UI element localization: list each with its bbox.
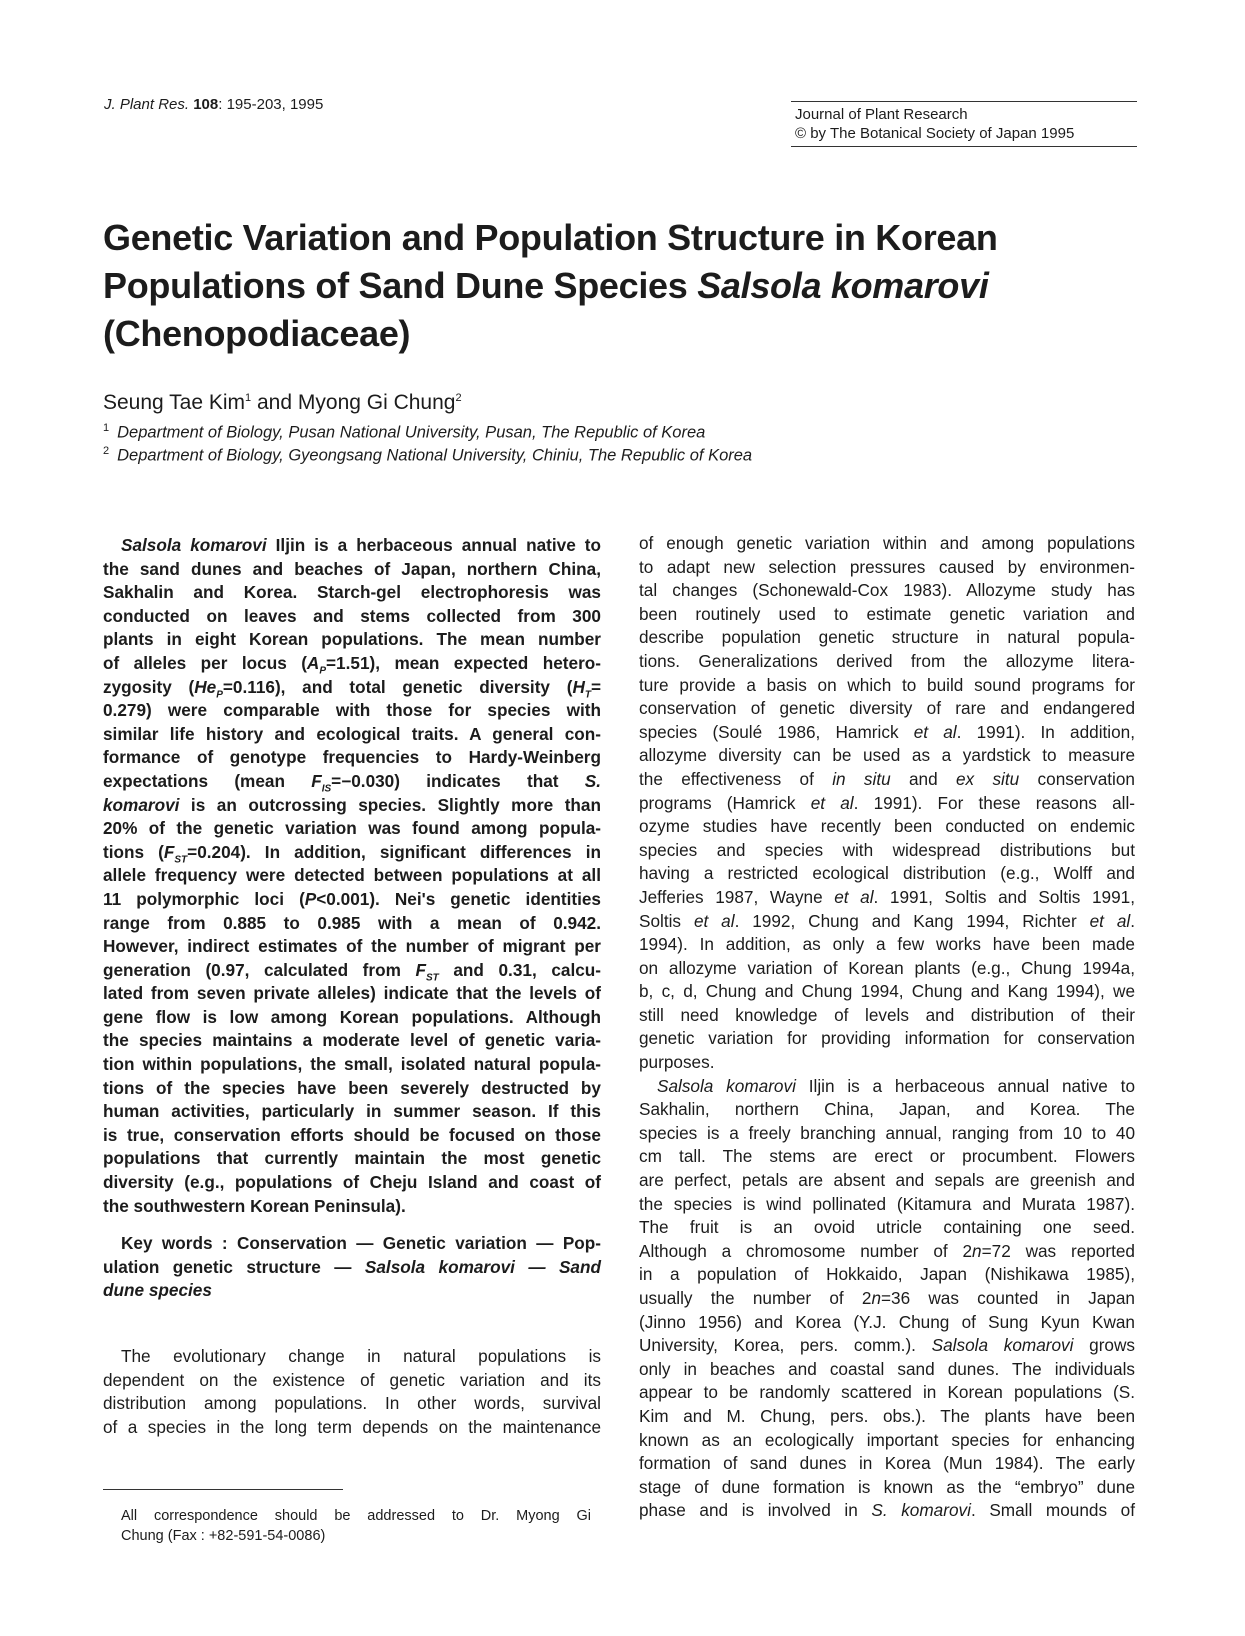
journal-box bbox=[791, 101, 1137, 147]
author-list: Seung Tae Kim$^1$ and Myong Gi Chung$^2$ bbox=[103, 391, 462, 414]
volume: 108 bbox=[193, 96, 219, 113]
introduction-left: The evolutionary change in natural populations is dependent on the existence of genetic variation and its distribution among populations. In other words, survival of a species in the long term depends on the maintenance bbox=[103, 1346, 601, 1437]
paper-title bbox=[103, 214, 1143, 358]
copyright: © by The Botanical Society of Japan 1995 bbox=[795, 125, 1075, 142]
species-name: Salsola komarovi bbox=[697, 265, 989, 306]
keywords: Key words : Conservation — Genetic variation — Pop- ulation genetic structure — Salsola komarovi — Sand dune species bbox=[103, 1233, 601, 1301]
journal-abbr: J. Plant Res. bbox=[104, 96, 190, 113]
author-1: Seung Tae Kim bbox=[103, 391, 246, 414]
citation-line bbox=[104, 96, 323, 113]
journal-name: Journal of Plant Research bbox=[795, 106, 968, 123]
affiliation-2: $^2$ Department of Biology, Gyeongsang National University, Chiniu, The Republic of Korea bbox=[103, 445, 753, 465]
pages: : 195-203, 1995 bbox=[218, 96, 324, 113]
introduction-right: of enough genetic variation within and among populations to adapt new selection pressures caused by environmen- tal changes (Schonewald-Cox 1983). Allozyme study has been routinely used to estimate genetic variation and describe population genetic structure in natural popula- tions. Generalizations derived from the allozyme litera- ture provide a basis on which to build sound programs for conservation of genetic diversity of rare and endangered species (Soulé 1986, Hamrick et al. 1991). In addition, allozyme diversity can be used as a yardstick to measure the effectiveness of in situ and ex situ conservation programs (Hamrick et al. 1991). For these reasons all- ozyme studies have recently been conducted on endemic species and species with widespread distributions but having a restricted ecological distribution (e.g., Wolff and Jefferies 1987, Wayne et al. 1991, Soltis and Soltis 1991, Soltis et al. 1992, Chung and Kang 1994, Richter et al. 1994). In addition, as only a few works have been made on allozyme variation of Korean plants (e.g., Chung 1994a, b, c, d, Chung and Chung 1994, Chung and Kang 1994), we still need knowledge of levels and distribution of their genetic variation for providing information for conservation purposes. Salsola komarovi Iljin is a herbaceous annual native to Sakhalin, northern China, Japan, and Korea. The species is a freely branching annual, ranging from 10 to 40 cm tall. The stems are erect or procumbent. Flowers are perfect, petals are absent and sepals are greenish and the species is wind pollinated (Kitamura and Murata 1987). The fruit is an ovoid utricle containing one seed. Although a chromosome number of 2n=72 was reported in a population of Hokkaido, Japan (Nishikawa 1985), usually the number of 2n=36 was counted in Japan (Jinno 1956) and Korea (Y.J. Chung of Sung Kyun Kwan University, Korea, pers. comm.). Salsola komarovi grows only in beaches and coastal sand dunes. The individuals appear to be randomly scattered in Korean populations (S. Kim and M. Chung, pers. obs.). The plants have been known as an ecologically important species for enhancing formation of sand dunes in Korea (Mun 1984). The early stage of dune formation is known as the “embryo” dune phase and is involved in S. komarovi. Small mounds of bbox=[639, 533, 1136, 1521]
abstract: Salsola komarovi Iljin is a herbaceous annual native to the sand dunes and beaches of Japan, northern China, Sakhalin and Korea. Starch-gel electrophoresis was conducted on leaves and stems collected from 300 plants in eight Korean populations. The mean number of alleles per locus $(A_P=1.51)$, mean expected hetero- zygosity $(He_P=0.116)$, and total genetic diversity ($H_T=$ 0.279) were comparable with those for species with similar life history and ecological traits. A general con- formance of genotype frequencies to Hardy-Weinberg expectations (mean $F_{IS}=-0.030$) indicates that S. komarovi is an outcrossing species. Slightly more than 20% of the genetic variation was found among popula- tions $(F_{ST}=0.204)$. In addition, significant differences in allele frequency were detected between populations at all 11 polymorphic loci (P<0.001). Nei's genetic identities range from 0.885 to 0.985 with a mean of 0.942. However, indirect estimates of the number of migrant per generation (0.97, calculated from $F_{ST}$ and 0.31, calcu- lated from seven private alleles) indicate that the levels of gene flow is low among Korean populations. Although the species maintains a moderate level of genetic varia- tion within populations, the small, isolated natural popula- tions of the species have been severely destructed by human activities, particularly in summer season. If this is true, conservation efforts should be focused on those populations that currently maintain the most genetic diversity (e.g., populations of Cheju Island and coast of the southwestern Korean Peninsula). bbox=[103, 535, 602, 1216]
correspondence-footnote: All correspondence should be addressed to Dr. Myong Gi Chung (Fax : +82-591-54-0086) bbox=[121, 1508, 591, 1544]
footnote-rule bbox=[103, 1489, 343, 1490]
affiliation-1: $^1$ Department of Biology, Pusan National University, Pusan, The Republic of Korea bbox=[103, 422, 706, 442]
title-line-3: (Chenopodiaceae) bbox=[103, 313, 411, 354]
title-line-2: Populations of Sand Dune Species Salsola komarovi bbox=[103, 265, 989, 306]
author-2: Myong Gi Chung bbox=[297, 391, 456, 414]
title-line-1: Genetic Variation and Population Structure in Korean bbox=[103, 217, 998, 258]
